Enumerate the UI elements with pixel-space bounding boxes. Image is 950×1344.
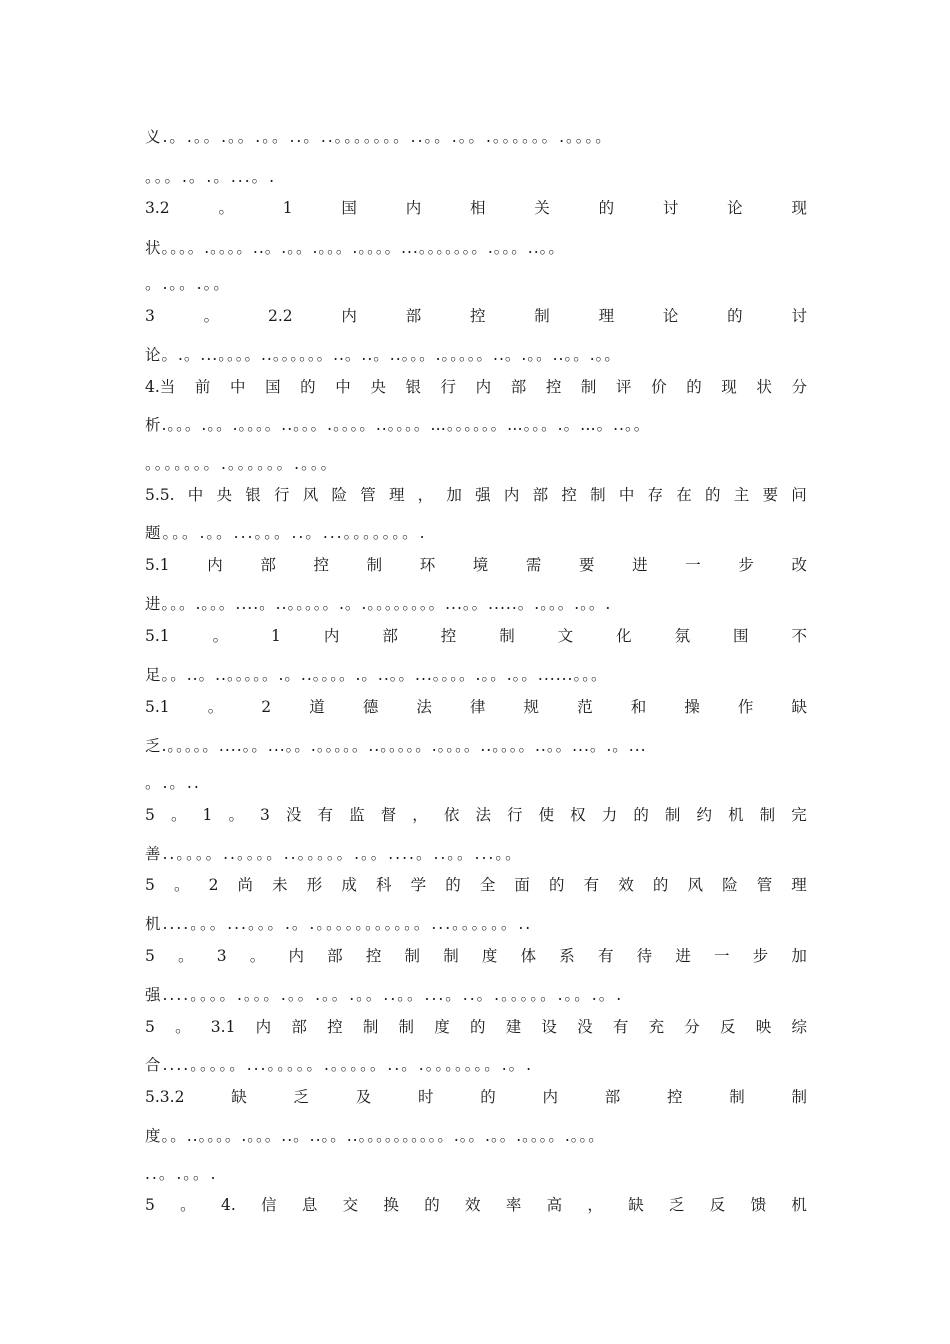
heading-token: 缺 [628,1196,644,1214]
heading-token: ， [412,806,428,824]
heading-token: 部 [405,307,422,325]
toc-heading [145,483,807,507]
toc-line: 进。。。.。。。....。..。。。。。.。.。。。。。。。。...。。.....。.。。。.。。. [145,595,612,613]
heading-token: 作 [737,698,754,716]
toc-line: 。.。。.。。 [145,275,231,293]
heading-token: 控 [440,627,457,645]
heading-token: ， [417,486,434,504]
toc-heading [145,1015,807,1039]
heading-token: 制 [729,1088,745,1106]
toc-line: 合....。。。。。...。。。。。.。。。。。..。.。。。。。。。.。. [145,1056,534,1074]
heading-token: 强 [475,486,491,504]
heading-token: 机 [791,1196,807,1214]
heading-token: 体 [520,947,537,965]
heading-token: 待 [636,947,653,965]
heading-token: 的 [549,876,565,894]
heading-token: 中 [187,486,204,504]
heading-token: 有 [317,806,334,824]
heading-token: 。 [180,1196,196,1214]
toc-heading [145,944,807,968]
heading-token: 部 [510,378,527,396]
heading-token: 论 [727,199,743,217]
heading-token: 3 [216,947,227,965]
toc-heading [145,873,807,897]
toc-line: 论。.。...。。。。..。。。。。。..。..。..。。。.。。。。。..。.。。..。。.。。 [145,346,621,364]
heading-token: 风 [302,486,319,504]
heading-token: 内 [542,1088,558,1106]
heading-token: 制 [580,378,597,396]
heading-token: 控 [365,947,382,965]
heading-token: 映 [755,1018,772,1036]
heading-token: 的 [686,378,702,396]
heading-token: 制 [759,806,776,824]
heading-token: 要 [579,556,595,574]
toc-heading [145,803,807,827]
heading-token: 制 [398,1018,415,1036]
heading-token: 科 [375,876,392,894]
heading-token: 德 [362,698,379,716]
heading-token: 不 [791,627,807,645]
heading-token: 5.1 [145,627,170,645]
heading-token: 。 [203,307,220,325]
toc-line: ..。.。。. [145,1165,218,1183]
heading-token: 一 [714,947,730,965]
heading-token: 息 [301,1196,318,1214]
heading-token: 没 [285,806,302,824]
toc-line: 强....。。。。.。。。.。。.。。.。。..。。...。..。.。。。。。.。。.。. [145,986,624,1004]
heading-token: 没 [577,1018,593,1036]
heading-token: 。 [207,698,224,716]
heading-token: 行 [507,806,523,824]
heading-token: 内 [503,486,520,504]
heading-token: 进 [675,947,691,965]
toc-line: 题。。。.。。...。。。..。...。。。。。。。. [145,524,427,542]
heading-token: 制 [366,556,383,574]
heading-token: 制 [534,307,550,325]
heading-token: 内 [405,199,422,217]
heading-token: 控 [313,556,329,574]
heading-token: 。 [173,876,190,894]
heading-token: 形 [306,876,323,894]
heading-token: 5 [145,1196,155,1214]
heading-token: 缺 [791,698,807,716]
heading-token: 督 [380,806,397,824]
heading-token: 。 [249,947,266,965]
toc-heading [145,624,807,648]
toc-line: 乏.。。。。。....。。...。。.。。。。。..。。。。。.。。。。..。。。。..。。...。.。... [145,737,647,755]
heading-token: 一 [685,556,701,574]
heading-token: 控 [666,1088,683,1106]
heading-token: 状 [756,378,772,396]
heading-token: 步 [738,556,754,574]
toc-line: 。。。.。.。...。. [145,168,277,186]
heading-token: 控 [469,307,486,325]
toc-heading [145,375,807,399]
heading-token: 系 [559,947,575,965]
heading-token: 综 [791,1018,807,1036]
heading-token: 建 [505,1018,522,1036]
heading-token: 在 [676,486,692,504]
heading-token: 讨 [791,307,807,325]
heading-token: 中 [229,378,246,396]
toc-line: 。。。。。。。.。。。。。。.。。。 [145,455,339,473]
heading-token: 有 [597,947,614,965]
heading-token: 力 [601,806,618,824]
heading-token: 央 [216,486,233,504]
heading-token: 5 [145,1018,155,1036]
toc-line: 义.。.。。.。。.。。..。..。。。。。。。..。。.。。.。。。。。。.。。。。 [145,128,613,146]
heading-token: 反 [709,1196,726,1214]
heading-token: 2 [208,876,219,894]
heading-token: 部 [382,627,398,645]
heading-token: 道 [309,698,325,716]
heading-token: 内 [341,307,357,325]
heading-token: 时 [417,1088,434,1106]
heading-token: 信 [261,1196,277,1214]
heading-token: 的 [598,199,615,217]
heading-token: 改 [791,556,807,574]
heading-token: 3 [260,806,270,824]
heading-token: 讨 [662,199,679,217]
heading-token: 监 [349,806,365,824]
heading-token: 银 [245,486,261,504]
heading-token: 尚 [237,876,254,894]
heading-token: 1 [271,627,281,645]
toc-heading [145,1193,807,1217]
heading-token: 理 [791,876,807,894]
toc-line: 度。。..。。。。.。。。..。..。。..。。。。。。。。。。.。。.。。.。。。。.。。。 [145,1127,605,1145]
heading-token: 完 [791,806,807,824]
heading-token: 3.2 [145,199,170,217]
heading-token: 分 [684,1018,700,1036]
heading-token: 范 [577,698,593,716]
heading-token: 4.当 [145,378,176,396]
heading-token: 3 [145,307,155,325]
heading-token: 换 [383,1196,399,1214]
heading-token: 反 [720,1018,736,1036]
heading-token: 中 [335,378,351,396]
heading-token: 缺 [231,1088,247,1106]
heading-token: 内 [475,378,492,396]
heading-token: 权 [570,806,586,824]
heading-token: 操 [684,698,700,716]
heading-token: 的 [424,1196,440,1214]
heading-token: 。 [178,947,194,965]
toc-line: 善..。。。。..。。。。..。。。。。.。。....。..。。...。。 [145,845,523,863]
toc-line: 状。。。。.。。。。..。.。。.。。。.。。。。...。。。。。。。.。。。..。。 [145,239,565,257]
heading-token: 2 [261,698,272,716]
toc-line: 析.。。。.。。.。。。。..。。。.。。。。..。。。。…。。。。。。…。。。.。…。..。。 [145,416,651,434]
heading-token: 理 [388,486,405,504]
heading-token: 5.3.2 [145,1088,185,1106]
heading-token: 制 [443,947,459,965]
heading-token: 控 [327,1018,343,1036]
heading-token: 加 [446,486,462,504]
toc-heading [145,196,807,220]
heading-token: 部 [532,486,549,504]
heading-token: 内 [288,947,304,965]
heading-token: 。 [175,1018,191,1036]
heading-token: 1 [202,806,213,824]
heading-token: 面 [514,876,530,894]
heading-token: 风 [687,876,703,894]
heading-token: 3.1 [210,1018,236,1036]
heading-token: 的 [480,1088,496,1106]
heading-token: 管 [756,876,773,894]
heading-token: 5 [145,876,155,894]
heading-token: 的 [469,1018,486,1036]
heading-token: 论 [662,307,679,325]
heading-token: 部 [291,1018,307,1036]
toc-heading [145,695,807,719]
heading-token: 控 [561,486,577,504]
heading-token: 进 [632,556,648,574]
heading-token: 法 [416,698,432,716]
heading-token: 制 [791,1088,807,1106]
heading-token: 。 [228,806,244,824]
heading-token: 效 [465,1196,481,1214]
heading-token: 文 [557,627,574,645]
heading-token: 氛 [674,627,691,645]
heading-token: 。 [212,627,229,645]
heading-token: ， [587,1196,603,1214]
heading-token: 全 [479,876,496,894]
heading-token: 评 [616,378,632,396]
heading-token: 成 [341,876,357,894]
heading-token: 。 [170,806,187,824]
heading-token: 4. [220,1196,236,1214]
heading-token: 制 [664,806,681,824]
heading-token: 内 [207,556,223,574]
heading-token: 乏 [293,1088,309,1106]
heading-token: 未 [272,876,288,894]
heading-token: 内 [323,627,340,645]
heading-token: 境 [472,556,489,574]
heading-token: 央 [370,378,386,396]
heading-token: 关 [534,199,550,217]
heading-token: 依 [443,806,460,824]
toc-heading [145,553,807,577]
heading-token: 管 [360,486,376,504]
heading-token: 相 [469,199,486,217]
heading-token: 环 [419,556,436,574]
heading-token: 5.1 [145,556,170,574]
heading-token: 5.5. [145,486,175,504]
heading-token: 现 [721,378,737,396]
heading-token: 行 [440,378,457,396]
heading-token: 度 [434,1018,450,1036]
heading-token: 理 [598,307,615,325]
heading-token: 的 [727,307,743,325]
heading-token: 机 [728,806,744,824]
heading-token: 制 [362,1018,379,1036]
heading-token: 使 [538,806,555,824]
heading-token: 有 [612,1018,629,1036]
heading-token: 部 [260,556,276,574]
heading-token: 需 [525,556,542,574]
heading-token: 部 [604,1088,621,1106]
heading-token: 控 [545,378,562,396]
heading-token: 5 [145,947,155,965]
heading-token: 问 [791,486,807,504]
heading-token: 制 [499,627,515,645]
heading-token: 现 [791,199,807,217]
heading-token: 1 [282,199,293,217]
heading-token: 的 [652,876,669,894]
heading-token: 率 [505,1196,522,1214]
heading-token: 制 [590,486,606,504]
heading-token: 馈 [750,1196,767,1214]
heading-token: 的 [705,486,721,504]
toc-heading [145,304,807,328]
heading-token: 价 [651,378,667,396]
heading-token: 约 [696,806,712,824]
heading-token: 步 [752,947,769,965]
toc-heading [145,1085,807,1109]
heading-token: 内 [255,1018,272,1036]
heading-token: 2.2 [267,307,293,325]
toc-line: 足。。..。..。。。。。.。..。。。。.。..。。...。。。。.。。.。。......。。。 [145,666,608,684]
toc-line: 。.。.. [145,774,201,792]
heading-token: 国 [341,199,357,217]
heading-token: 中 [618,486,635,504]
heading-token: 5 [145,806,155,824]
heading-token: 律 [469,698,486,716]
heading-token: 及 [355,1088,372,1106]
heading-token: 5.1 [145,698,170,716]
heading-token: 和 [630,698,647,716]
heading-token: 。 [218,199,234,217]
heading-token: 银 [405,378,421,396]
heading-token: 交 [342,1196,359,1214]
heading-token: 乏 [669,1196,685,1214]
toc-line: 机....。。。...。。。.。.。。。。。。。。。。。...。。。。。。.. [145,915,533,933]
heading-token: 存 [647,486,664,504]
heading-token: 化 [616,627,632,645]
heading-token: 主 [733,486,750,504]
heading-token: 前 [194,378,211,396]
heading-token: 加 [791,947,807,965]
heading-token: 的 [300,378,316,396]
heading-token: 险 [722,876,738,894]
heading-token: 充 [648,1018,665,1036]
heading-token: 的 [445,876,461,894]
heading-token: 险 [331,486,347,504]
heading-token: 法 [475,806,491,824]
heading-token: 规 [523,698,540,716]
heading-token: 部 [327,947,343,965]
heading-token: 学 [410,876,427,894]
heading-token: 效 [618,876,634,894]
heading-token: 度 [481,947,498,965]
heading-token: 分 [791,378,807,396]
heading-token: 设 [541,1018,557,1036]
heading-token: 制 [404,947,421,965]
heading-token: 围 [733,627,749,645]
heading-token: 国 [265,378,281,396]
heading-token: 的 [633,806,649,824]
heading-token: 有 [583,876,600,894]
heading-token: 高 [546,1196,563,1214]
heading-token: 要 [762,486,778,504]
heading-token: 行 [274,486,290,504]
